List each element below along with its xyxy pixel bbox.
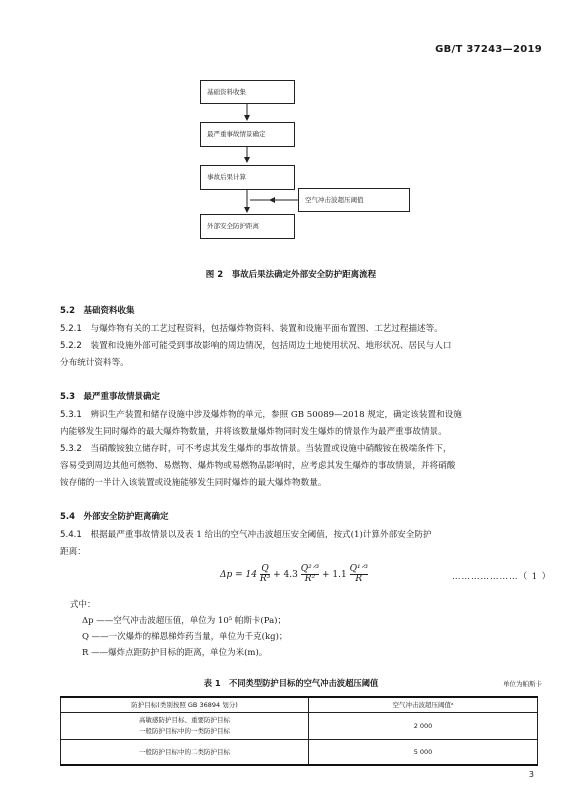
formula-frac-2 <box>301 565 319 584</box>
para-text: 铵存储的一半计入该装置或设施能够发生同时爆炸的最大爆炸物数量。 <box>60 478 327 488</box>
cell-line: 高敏感防护目标、重要防护目标 <box>139 716 231 724</box>
formula-frac-1 <box>260 565 270 584</box>
clause-number: 5.3.2 <box>60 444 82 454</box>
clause-number: 5.2.2 <box>60 341 82 351</box>
where-item-dp: Δp ——空气冲击波超压值，单位为 10⁵ 帕斯卡(Pa)； <box>82 616 286 626</box>
clause-number: 5.3.1 <box>60 410 82 420</box>
para-text: 装置和设施外部可能受到事故影响的周边情况，包括周边土地使用状况、地形状况、居民与人口 <box>90 341 452 351</box>
para-text: 距离： <box>60 547 86 557</box>
where-item-r: R ——爆炸点距防护目标的距离，单位为米(m)。 <box>82 648 268 658</box>
cell-line: 一般防护目标中的二类防护目标 <box>139 747 231 756</box>
clause-number: 5.4.1 <box>60 530 82 540</box>
table-unit: 单位为帕斯卡 <box>503 680 542 688</box>
formula-lhs: Δp = 14 <box>220 570 257 580</box>
heading-5-2: 5.2 基础资料收集 <box>60 306 135 316</box>
flow-box-data-collection: 基础资料收集 <box>200 80 295 104</box>
table-title: 表 1 不同类型防护目标的空气冲击波超压阈值 <box>203 678 379 688</box>
table-cell-target <box>61 713 309 740</box>
frac-den: R² <box>301 574 319 584</box>
para-text: 当硝酸铵独立储存时，可不考虑其发生爆炸的事故情景。当装置或设施中硝酸铵在极端条件下， <box>90 444 452 454</box>
flow-box-safety-distance: 外部安全防护距离 <box>200 214 295 239</box>
para-text: 容易受到周边其他可燃物、易燃物、爆炸物或易燃物品影响时，应考虑其发生爆炸的事故情景，并将硝酸 <box>60 461 456 471</box>
where-item-q: Q ——一次爆炸的梯恩梯炸药当量，单位为千克(kg)； <box>82 632 288 642</box>
formula-term: + 1.1 <box>322 570 347 580</box>
para-text: 与爆炸物有关的工艺过程资料，包括爆炸物资料、装置和设施平面布置图、工艺过程描述等。 <box>90 324 443 334</box>
table-header-row <box>61 697 538 713</box>
table-1 <box>60 696 538 766</box>
table-cell-value: 5 000 <box>309 740 538 766</box>
table-row <box>61 740 538 766</box>
frac-den: R <box>350 574 368 584</box>
page-number: 3 <box>528 770 534 779</box>
frac-num: Q <box>261 564 269 574</box>
frac-num: Q²ᐟ³ <box>300 564 320 574</box>
para-5-4 <box>60 527 528 561</box>
clause-number: 5.2.1 <box>60 324 82 334</box>
para-text: 辨识生产装置和储存设施中涉及爆炸物的单元，参照 GB 50089—2018 规定，确定该装置和设施 <box>90 410 462 420</box>
formula-frac-3 <box>350 565 368 584</box>
formula-number: …………………（ 1 ） <box>452 572 552 582</box>
table-header: 空气冲击波超压阈值ᵃ <box>309 697 538 713</box>
formula-1 <box>220 565 368 584</box>
table-row <box>61 713 538 740</box>
heading-5-3: 5.3 最严重事故情景确定 <box>60 392 161 402</box>
frac-num: Q¹ᐟ³ <box>349 564 368 574</box>
table-cell-target <box>61 740 309 766</box>
standard-number: GB/T 37243—2019 <box>435 44 542 55</box>
heading-5-4: 5.4 外部安全防护距离确定 <box>60 512 169 522</box>
where-label: 式中： <box>70 600 96 610</box>
table-header: 防护目标(类别按照 GB 36894 划分) <box>61 697 309 713</box>
para-5-3 <box>60 407 528 492</box>
figure-caption: 图 2 事故后果法确定外部安全防护距离流程 <box>205 270 377 280</box>
frac-den: R³ <box>259 574 271 584</box>
flow-box-overpressure-threshold: 空气冲击波超压阈值 <box>298 188 410 212</box>
table-cell-value: 2 000 <box>309 713 538 740</box>
flow-box-worst-scenario: 最严重事故情景确定 <box>200 122 295 147</box>
flow-box-consequence-calc: 事故后果计算 <box>200 165 295 190</box>
cell-line: 一般防护目标中的一类防护目标 <box>139 727 231 735</box>
para-text: 内能够发生同时爆炸的最大爆炸物数量，并将该数量爆炸物同时发生爆炸的情景作为最严重事故情景。 <box>60 427 447 437</box>
formula-term: + 4.3 <box>273 570 298 580</box>
para-text: 分布统计资料等。 <box>60 358 129 368</box>
para-5-2 <box>60 321 528 372</box>
para-text: 根据最严重事故情景以及表 1 给出的空气冲击波超压安全阈值，按式(1)计算外部安全防护 <box>90 530 432 540</box>
